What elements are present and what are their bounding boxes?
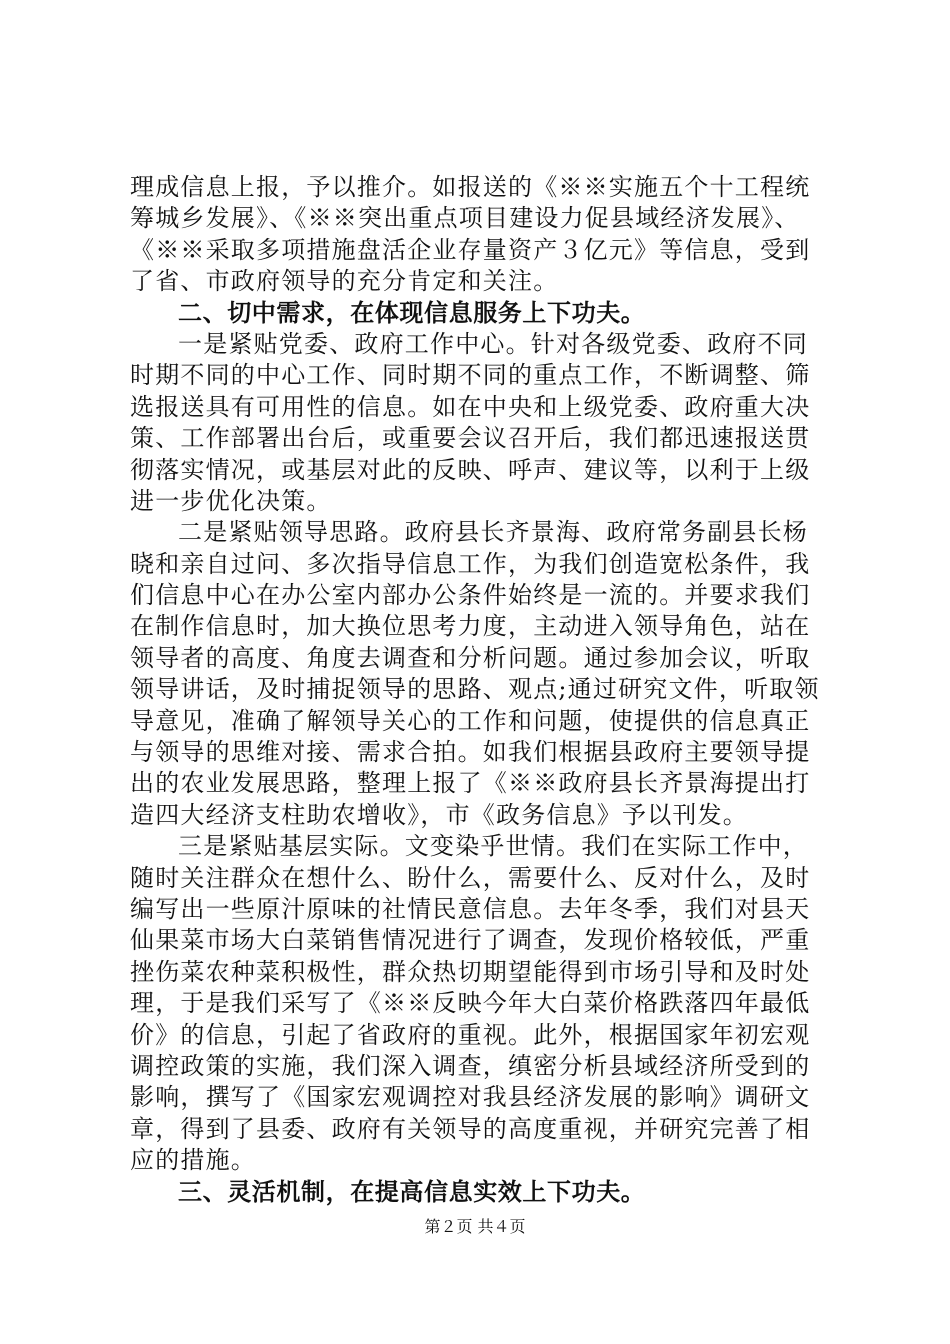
page-footer: 第２页 共４页 [424, 1217, 526, 1236]
text-line: 价》的信息，引起了省政府的重视。此外，根据国家年初宏观 [130, 1020, 811, 1049]
text-line: 一是紧贴党委、政府工作中心。针对各级党委、政府不同 [178, 329, 808, 358]
text-line: 策、工作部署出台后，或重要会议召开后，我们都迅速报送贯 [130, 424, 811, 453]
text-line: 出的农业发展思路，整理上报了《※※政府县长齐景海提出打 [130, 769, 811, 798]
text-line: 导意见，准确了解领导关心的工作和问题，使提供的信息真正 [130, 706, 811, 735]
text-line: 在制作信息时，加大换位思考力度，主动进入领导角色，站在 [130, 612, 811, 641]
text-line: 选报送具有可用性的信息。如在中央和上级党委、政府重大决 [130, 392, 811, 421]
text-line: 编写出一些原汁原味的社情民意信息。去年冬季，我们对县天 [130, 894, 811, 923]
document-body [130, 172, 836, 1208]
section-heading: 二、切中需求，在体现信息服务上下功夫。 [178, 298, 646, 327]
text-line: 了省、市政府领导的充分肯定和关注。 [130, 267, 559, 296]
text-line: 应的措施。 [130, 1146, 256, 1175]
text-line: 理成信息上报，予以推介。如报送的《※※实施五个十工程统 [130, 173, 811, 201]
text-line: 彻落实情况，或基层对此的反映、呼声、建议等，以利于上级 [130, 455, 811, 484]
text-line: 筹城乡发展》、《※※突出重点项目建设力促县域经济发展》、 [130, 204, 800, 233]
text-line: 二是紧贴领导思路。政府县长齐景海、政府常务副县长杨 [178, 518, 808, 547]
text-line: 时期不同的中心工作、同时期不同的重点工作，不断调整、筛 [130, 361, 811, 390]
text-line: 们信息中心在办公室内部办公条件始终是一流的。并要求我们 [130, 581, 811, 610]
text-line: 领导者的高度、角度去调查和分析问题。通过参加会议，听取 [130, 643, 811, 672]
text-line: 仙果菜市场大白菜销售情况进行了调查，发现价格较低，严重 [130, 926, 811, 955]
text-line: 影响，撰写了《国家宏观调控对我县经济发展的影响》调研文 [130, 1083, 811, 1112]
text-line: 随时关注群众在想什么、盼什么，需要什么、反对什么，及时 [130, 863, 811, 892]
text-line: 《※※采取多项措施盘活企业存量资产３亿元》等信息，受到 [130, 235, 811, 264]
text-line: 进一步优化决策。 [130, 486, 332, 515]
text-line: 章，得到了县委、政府有关领导的高度重视，并研究完善了相 [130, 1114, 811, 1143]
text-line: 调控政策的实施，我们深入调查，缜密分析县域经济所受到的 [130, 1051, 811, 1080]
text-line: 领导讲话，及时捕捉领导的思路、观点;通过研究文件，听取领 [130, 675, 820, 704]
text-line: 与领导的思维对接、需求合拍。如我们根据县政府主要领导提 [130, 738, 811, 767]
section-heading: 三、灵活机制，在提高信息实效上下功夫。 [178, 1177, 646, 1206]
text-line: 造四大经济支柱助农增收》，市《政务信息》予以刊发。 [130, 800, 748, 829]
text-line: 晓和亲自过问、多次指导信息工作，为我们创造宽松条件，我 [130, 549, 811, 578]
text-line: 挫伤菜农种菜积极性，群众热切期望能得到市场引导和及时处 [130, 957, 811, 986]
text-line: 三是紧贴基层实际。文变染乎世情。我们在实际工作中， [178, 832, 808, 861]
text-line: 理，于是我们采写了《※※反映今年大白菜价格跌落四年最低 [130, 989, 811, 1018]
